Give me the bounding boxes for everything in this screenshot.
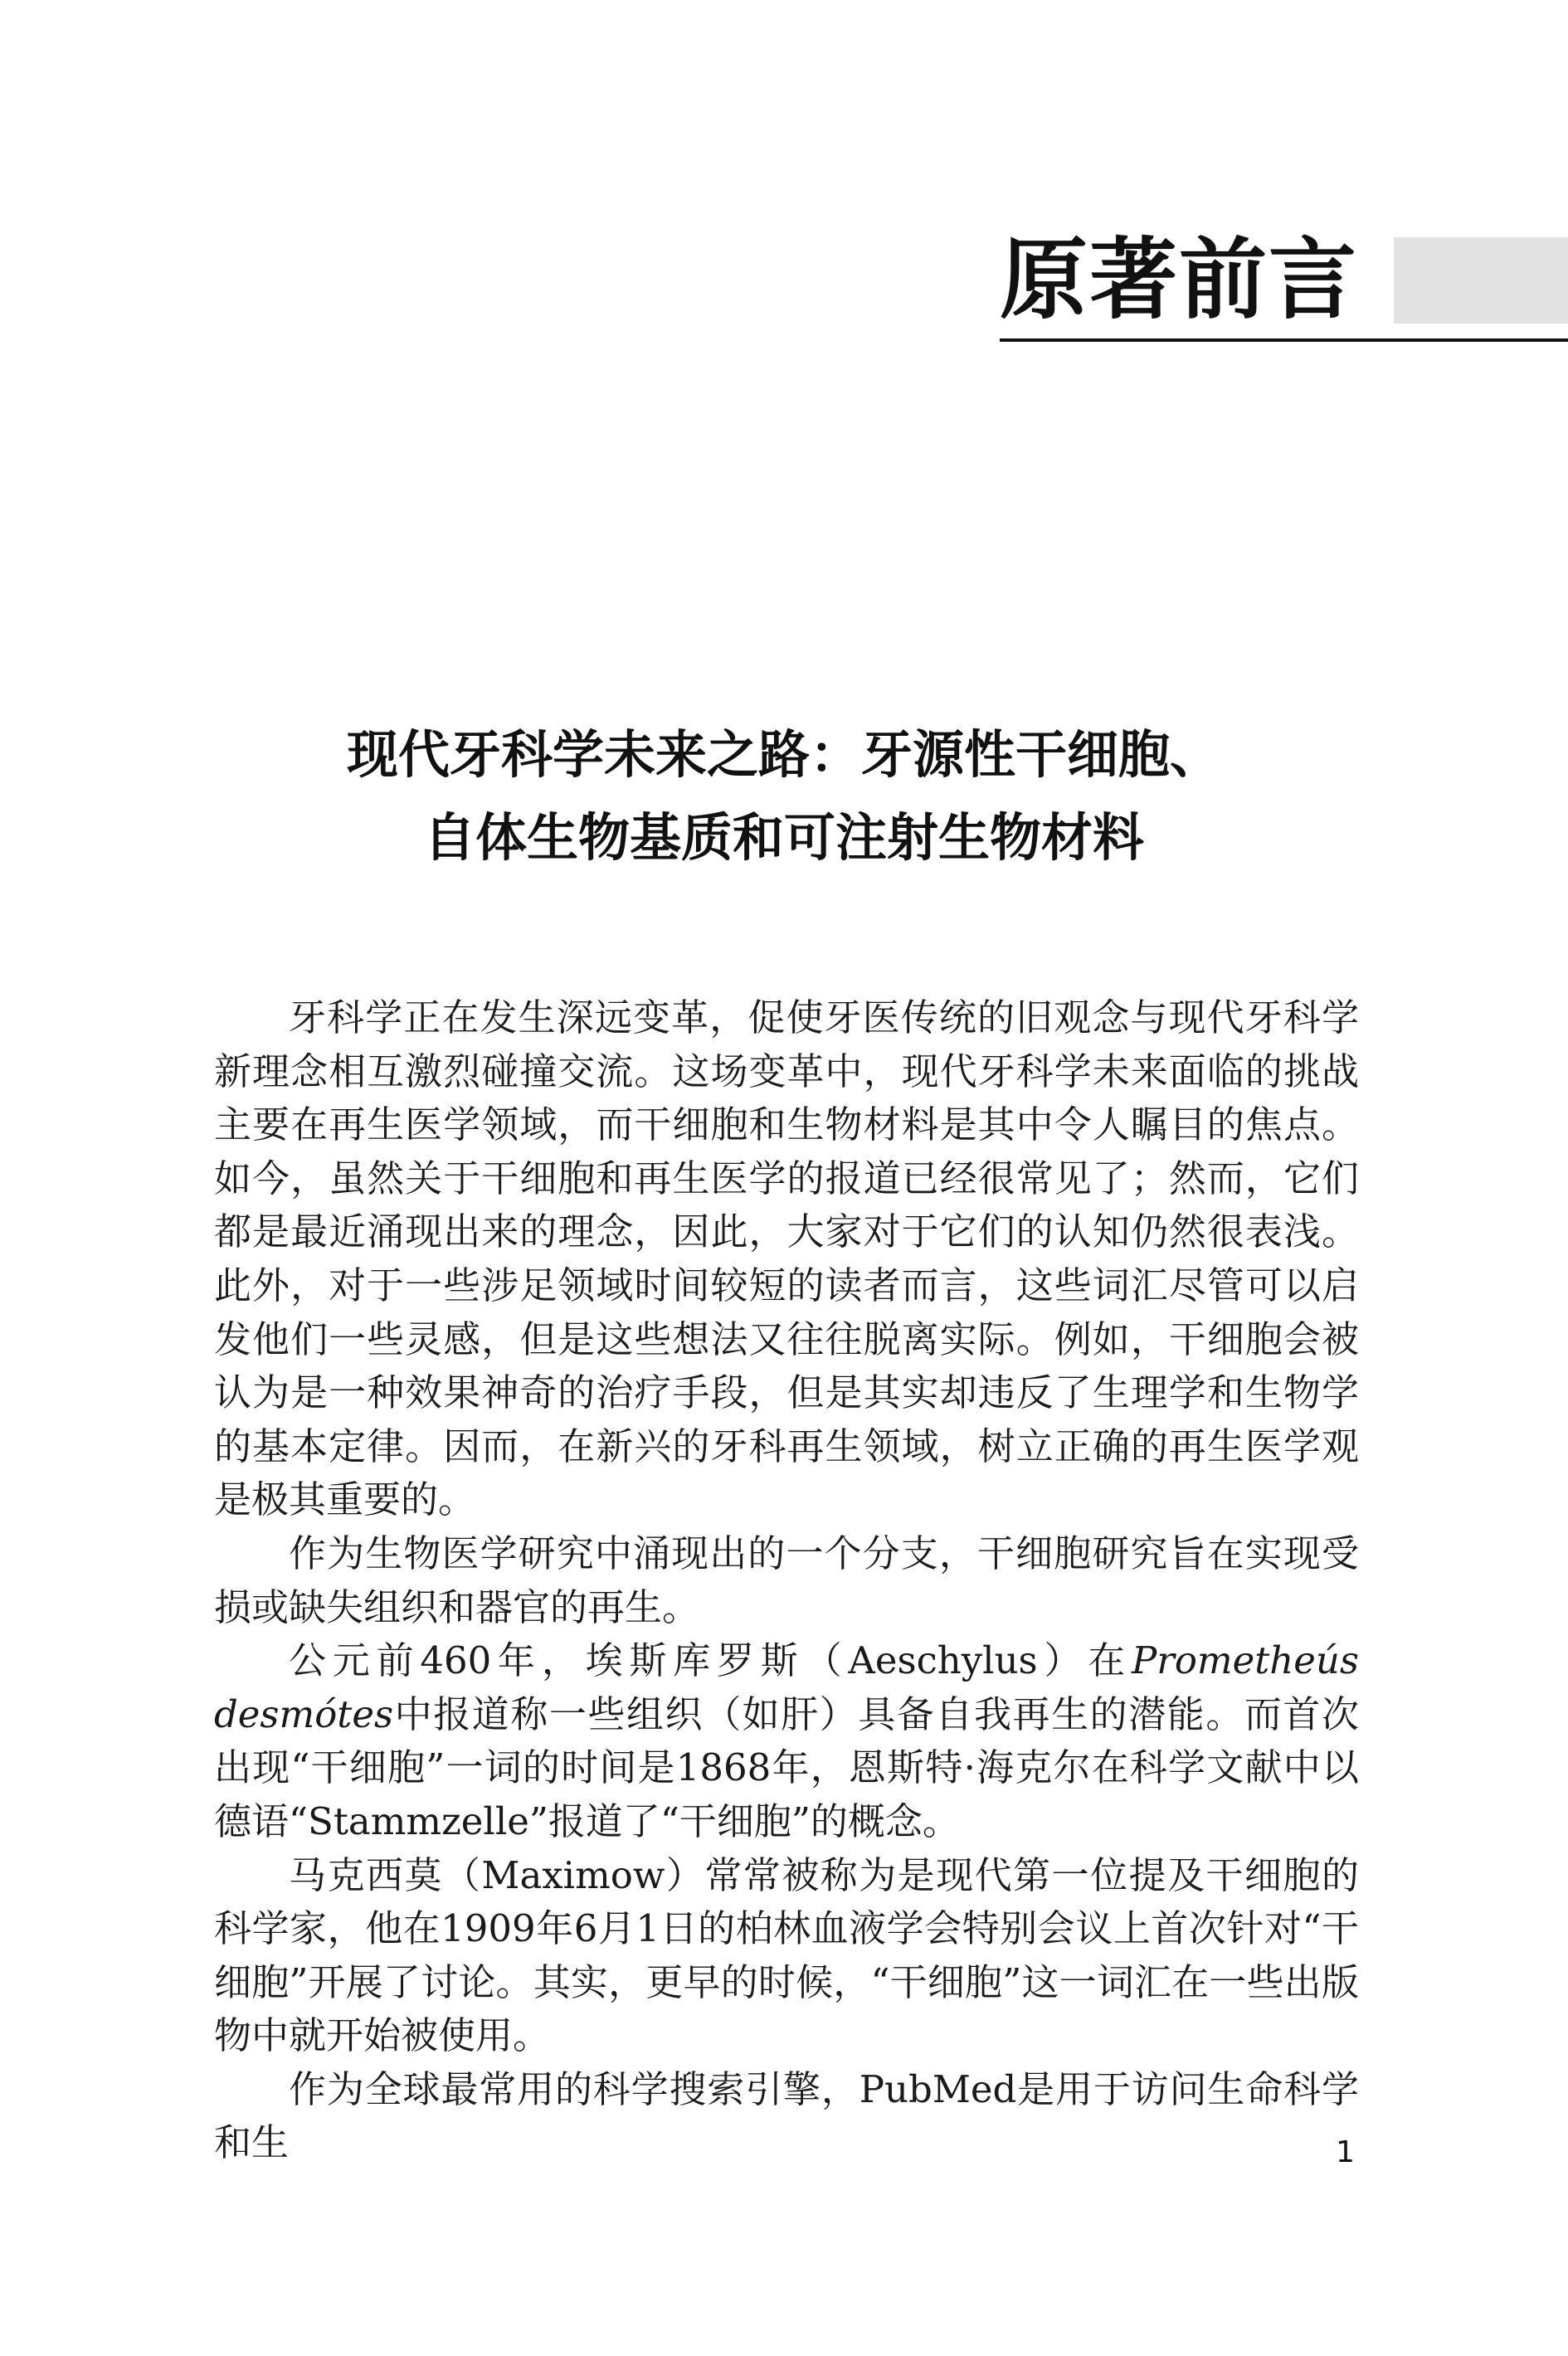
paragraph-3: [214, 1634, 1359, 1848]
article-title-line-2: 自体生物基质和可注射生物材料: [423, 807, 1144, 868]
book-title-italic: Prometheús desmótes: [214, 1638, 1359, 1736]
paragraph-1: 牙科学正在发生深远变革，促使牙医传统的旧观念与现代牙科学新理念相互激烈碰撞交流。这场变革中，现代牙科学未来面临的挑战主要在再生医学领域，而干细胞和生物材料是其中令人瞩目的焦点。如今，虽然关于干细胞和再生医学的报道已经很常见了；然而，它们都是最近涌现出来的理念，因此，大家对于它们的认知仍然很表浅。此外，对于一些涉足领域时间较短的读者而言，这些词汇尽管可以启发他们一些灵感，但是这些想法又往往脱离实际。例如，干细胞会被认为是一种效果神奇的治疗手段，但是其实却违反了生理学和生物学的基本定律。因而，在新兴的牙科再生领域，树立正确的再生医学观是极其重要的。: [214, 995, 1359, 1522]
paragraph-4: 马克西莫（Maximow）常常被称为是现代第一位提及干细胞的科学家，他在1909年6月1日的柏林血液学会特别会议上首次针对“干细胞”开展了讨论。其实，更早的时候，“干细胞”这一词汇在一些出版物中就开始被使用。: [214, 1852, 1359, 2058]
header-decor-block: [1394, 237, 1568, 324]
paragraph-5: 作为全球最常用的科学搜索引擎，PubMed是用于访问生命科学和生: [214, 2066, 1359, 2165]
header-rule: [1000, 338, 1568, 342]
paragraph-2: 作为生物医学研究中涌现出的一个分支，干细胞研究旨在实现受损或缺失组织和器官的再生。: [214, 1531, 1359, 1629]
body-text: [214, 991, 1359, 2170]
chapter-title: 原著前言: [1000, 229, 1358, 331]
article-title-line-1: 现代牙科学未来之路：牙源性干细胞、: [346, 724, 1221, 785]
article-title: [0, 713, 1568, 879]
page-number: 1: [1336, 2135, 1355, 2169]
chapter-header: [1000, 224, 1568, 340]
paragraph-3-text-after: 中报道称一些组织（如肝）具备自我再生的潜能。而首次出现“干细胞”一词的时间是1868年，恩斯特·海克尔在科学文献中以德语“Stammzelle”报道了“干细胞”的概念。: [214, 1692, 1359, 1843]
paragraph-3-text-before: 公元前460年，埃斯库罗斯（Aeschylus）在: [289, 1638, 1132, 1683]
